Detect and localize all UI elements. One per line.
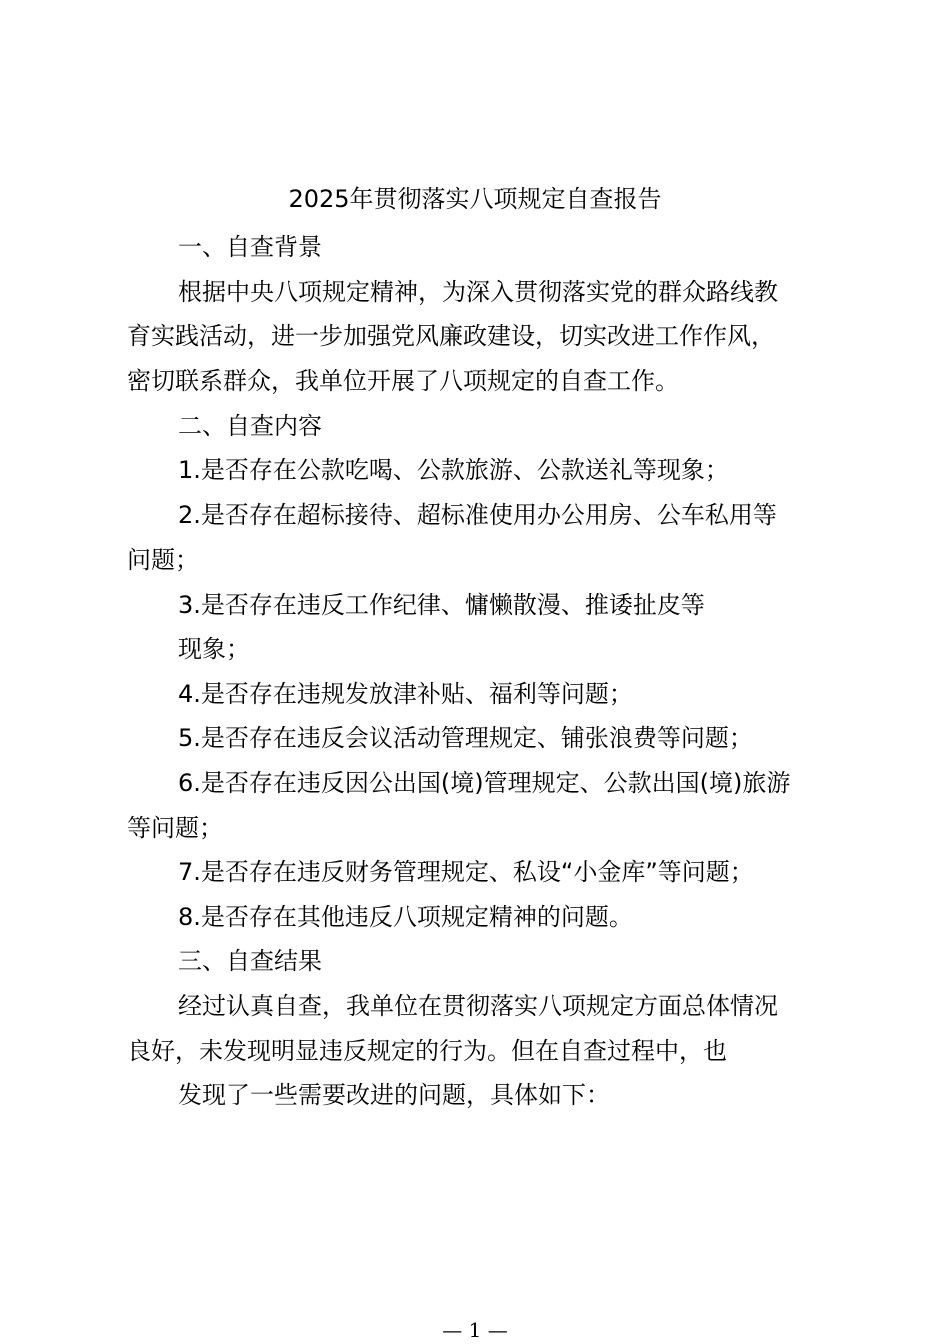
paragraph-line: 密切联系群众，我单位开展了八项规定的自查工作。	[127, 367, 679, 395]
document-title: 2025年贯彻落实八项规定自查报告	[288, 185, 662, 213]
list-item: 3.是否存在违反工作纪律、慵懒散漫、推诿扯皮等	[178, 591, 705, 619]
list-item: 4.是否存在违规发放津补贴、福利等问题；	[178, 680, 633, 708]
paragraph-line: 经过认真自查，我单位在贯彻落实八项规定方面总体情况	[178, 992, 778, 1020]
paragraph-line: 根据中央八项规定精神，为深入贯彻落实党的群众路线教	[178, 278, 778, 306]
paragraph-line: 发现了一些需要改进的问题，具体如下：	[178, 1081, 610, 1109]
list-item: 8.是否存在其他违反八项规定精神的问题。	[178, 903, 633, 931]
section-heading-content: 二、自查内容	[178, 412, 322, 440]
list-item: 5.是否存在违反会议活动管理规定、铺张浪费等问题；	[178, 724, 753, 752]
list-item: 1.是否存在公款吃喝、公款旅游、公款送礼等现象；	[178, 456, 729, 484]
paragraph-line: 育实践活动，进一步加强党风廉政建设，切实改进工作作风，	[127, 322, 775, 350]
list-item: 2.是否存在超标接待、超标准使用办公用房、公车私用等	[178, 501, 777, 529]
section-heading-background: 一、自查背景	[178, 233, 322, 261]
list-item-continuation: 现象；	[178, 635, 250, 663]
page-number: — 1 —	[442, 1318, 508, 1342]
list-item: 7.是否存在违反财务管理规定、私设“小金库”等问题；	[178, 858, 754, 886]
list-item-continuation: 等问题；	[127, 814, 223, 842]
list-item-continuation: 问题；	[127, 546, 199, 574]
section-heading-result: 三、自查结果	[178, 947, 322, 975]
list-item: 6.是否存在违反因公出国(境)管理规定、公款出国(境)旅游	[178, 769, 791, 797]
paragraph-line: 良好，未发现明显违反规定的行为。但在自查过程中，也	[127, 1037, 727, 1065]
